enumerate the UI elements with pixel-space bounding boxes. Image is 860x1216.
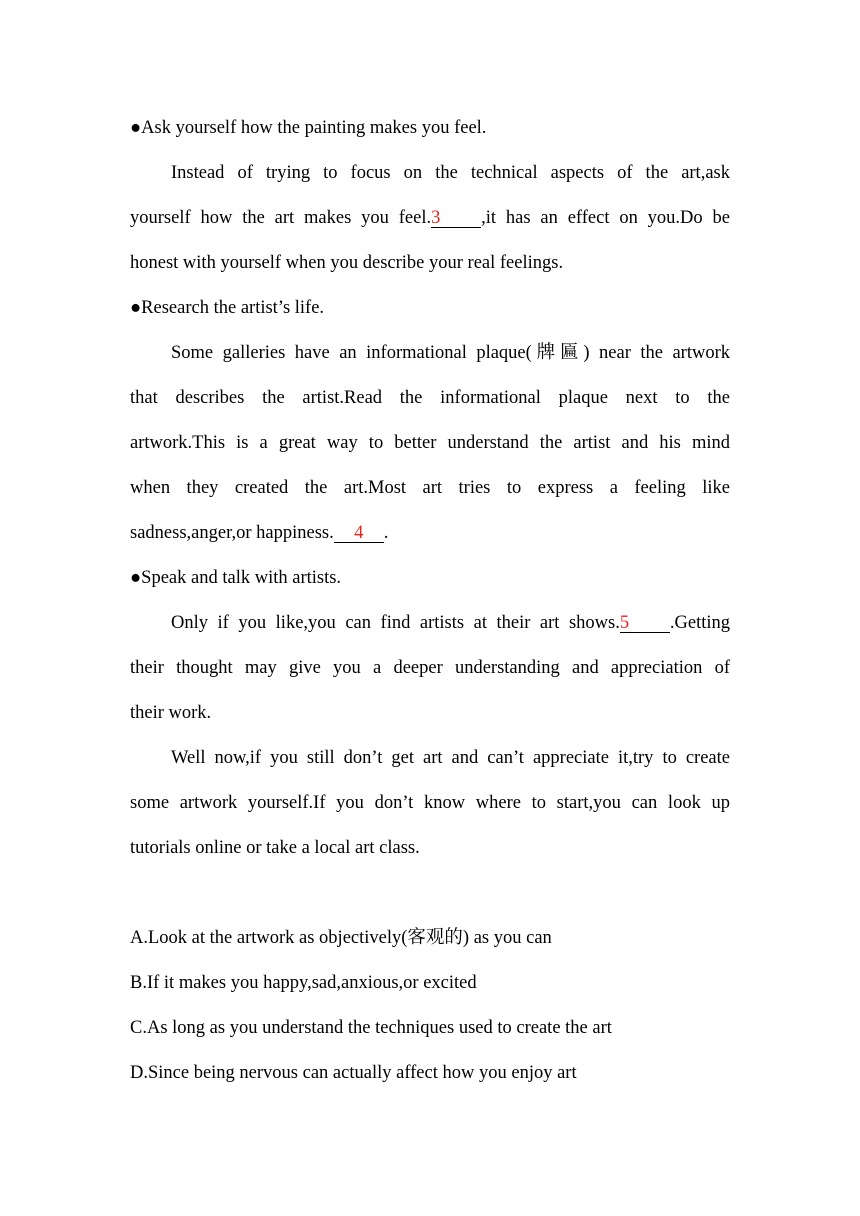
paragraph-3-line-2: their thought may give you a deeper understanding and appreciation of xyxy=(130,658,730,678)
option-d: D.Since being nervous can actually affect how you enjoy art xyxy=(130,1063,577,1083)
paragraph-2-line-1: Some galleries have an informational plaque(牌匾) near the artwork xyxy=(171,343,730,363)
paragraph-3-text-a: Only if you like,you can find artists at their art shows. xyxy=(171,613,620,633)
paragraph-1-text-b: ,it has an effect on you.Do be xyxy=(481,208,730,228)
bullet-heading-1: ●Ask yourself how the painting makes you feel. xyxy=(130,118,487,138)
paragraph-1-line-2 xyxy=(130,207,730,229)
paragraph-1-text-a: yourself how the art makes you feel. xyxy=(130,208,432,228)
blank-number-5: 5 xyxy=(619,613,630,633)
paragraph-3-line-3: their work. xyxy=(130,703,212,723)
paragraph-2-text-a: sadness,anger,or happiness. xyxy=(130,523,334,543)
option-a: A.Look at the artwork as objectively(客观的) as you can xyxy=(130,928,552,948)
answer-blank-4 xyxy=(334,524,384,543)
paragraph-2-line-5 xyxy=(130,522,388,544)
paragraph-2-line-2: that describes the artist.Read the informational plaque next to the xyxy=(130,388,730,408)
paragraph-2-text-b: . xyxy=(383,523,389,543)
paragraph-2-line-4: when they created the art.Most art tries to express a feeling like xyxy=(130,478,730,498)
option-b: B.If it makes you happy,sad,anxious,or excited xyxy=(130,973,477,993)
blank-number-3: 3 xyxy=(431,208,441,228)
option-c: C.As long as you understand the techniques used to create the art xyxy=(130,1018,612,1038)
paragraph-4-line-3: tutorials online or take a local art class. xyxy=(130,838,420,858)
paragraph-3-line-1 xyxy=(171,612,730,634)
bullet-heading-3: ●Speak and talk with artists. xyxy=(130,568,342,588)
paragraph-4-line-2: some artwork yourself.If you don’t know where to start,you can look up xyxy=(130,793,730,813)
bullet-heading-2: ●Research the artist’s life. xyxy=(130,298,325,318)
paragraph-1-line-1: Instead of trying to focus on the technical aspects of the art,ask xyxy=(171,163,730,183)
paragraph-2-line-3: artwork.This is a great way to better understand the artist and his mind xyxy=(130,433,730,453)
answer-blank-3 xyxy=(431,209,481,228)
paragraph-3-text-b: .Getting xyxy=(669,613,730,633)
paragraph-4-line-1: Well now,if you still don’t get art and can’t appreciate it,try to create xyxy=(171,748,730,768)
answer-blank-5 xyxy=(620,614,670,633)
paragraph-1-line-3: honest with yourself when you describe your real feelings. xyxy=(130,253,564,273)
blank-number-4: 4 xyxy=(354,523,364,543)
